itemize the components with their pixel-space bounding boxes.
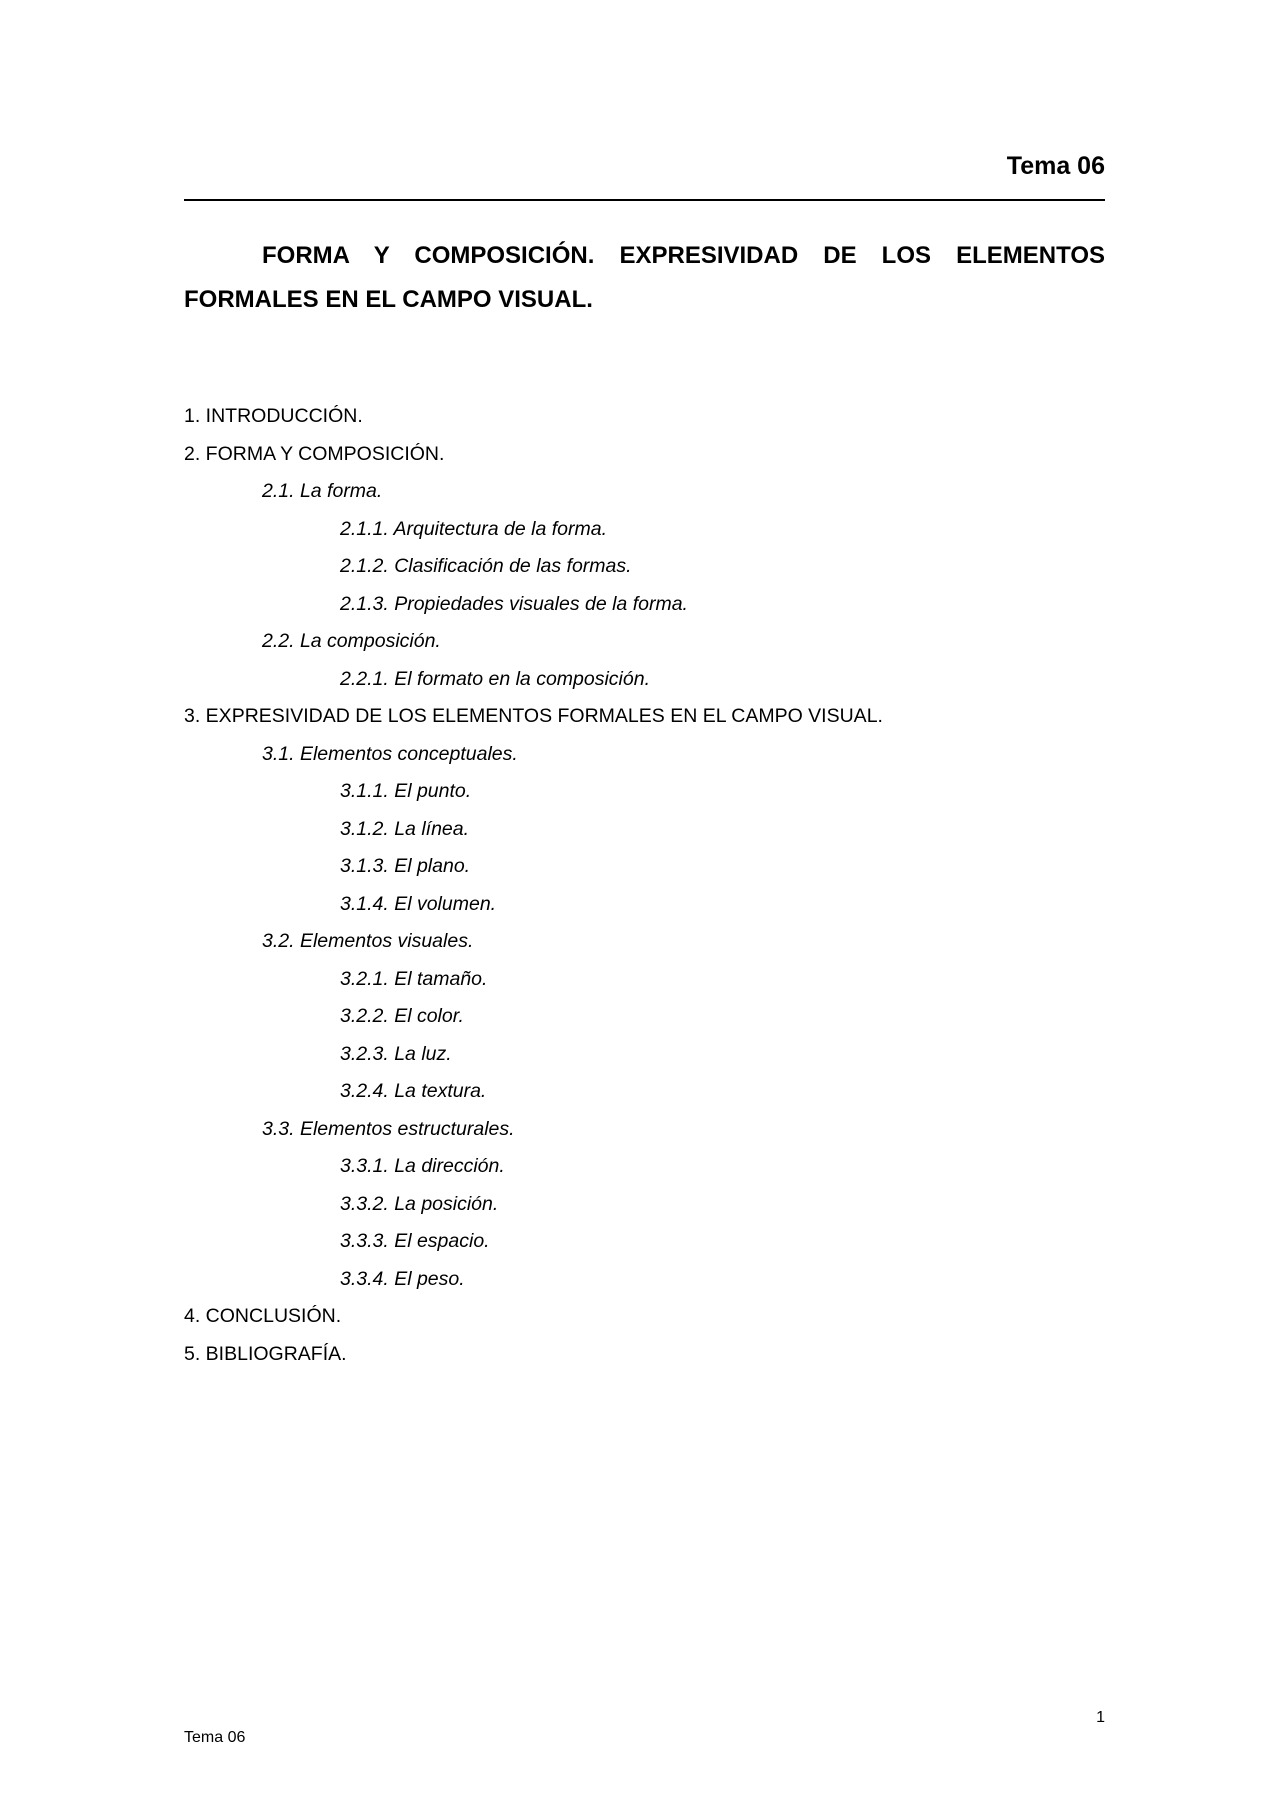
toc-item: 3.2.4. La textura. — [340, 1080, 487, 1102]
toc-item: 3.3.1. La dirección. — [340, 1155, 505, 1177]
toc-item: 3.2.3. La luz. — [340, 1042, 452, 1065]
toc-item: 3.1.2. La línea. — [340, 817, 470, 840]
toc-item: 3.1.1. El punto. — [340, 780, 472, 802]
toc-item: 3.2. Elementos visuales. — [262, 930, 474, 952]
toc-item: 3.1. Elementos conceptuales. — [262, 742, 518, 765]
toc-item: 2.1.1. Arquitectura de la forma. — [340, 517, 608, 540]
header-title: Tema 06 — [1006, 152, 1105, 180]
toc-item: 4. CONCLUSIÓN. — [184, 1305, 342, 1327]
table-of-contents — [184, 398, 883, 1373]
toc-item: 3.3.3. El espacio. — [340, 1230, 490, 1252]
toc-item: 3.2.2. El color. — [340, 1005, 464, 1027]
toc-item: 1. INTRODUCCIÓN. — [184, 405, 363, 427]
toc-item: 2.1. La forma. — [262, 480, 383, 502]
toc-item: 3.3.2. La posición. — [340, 1192, 499, 1215]
toc-item: 2. FORMA Y COMPOSICIÓN. — [184, 442, 445, 465]
toc-item: 3.3.4. El peso. — [340, 1267, 465, 1290]
toc-item: 2.2.1. El formato en la composición. — [340, 667, 650, 690]
toc-item: 3.1.3. El plano. — [340, 855, 471, 877]
page-number: 1 — [1096, 1709, 1105, 1726]
toc-item: 2.1.3. Propiedades visuales de la forma. — [340, 592, 688, 615]
toc-item: 2.2. La composición. — [262, 630, 441, 652]
toc-item: 3.1.4. El volumen. — [340, 892, 497, 915]
toc-item: 3.3. Elementos estructurales. — [262, 1117, 515, 1140]
header-rule — [184, 199, 1105, 201]
toc-item: 3.2.1. El tamaño. — [340, 967, 488, 990]
document-title: FORMA Y COMPOSICIÓN. EXPRESIVIDAD DE LOS ELEMENTOS FORMALES EN EL CAMPO VISUAL. — [184, 242, 1105, 313]
toc-item: 2.1.2. Clasificación de las formas. — [340, 555, 632, 577]
toc-item: 3. EXPRESIVIDAD DE LOS ELEMENTOS FORMALES EN EL CAMPO VISUAL. — [184, 705, 883, 727]
toc-item: 5. BIBLIOGRAFÍA. — [184, 1342, 347, 1365]
footer-text: Tema 06 — [184, 1729, 246, 1746]
